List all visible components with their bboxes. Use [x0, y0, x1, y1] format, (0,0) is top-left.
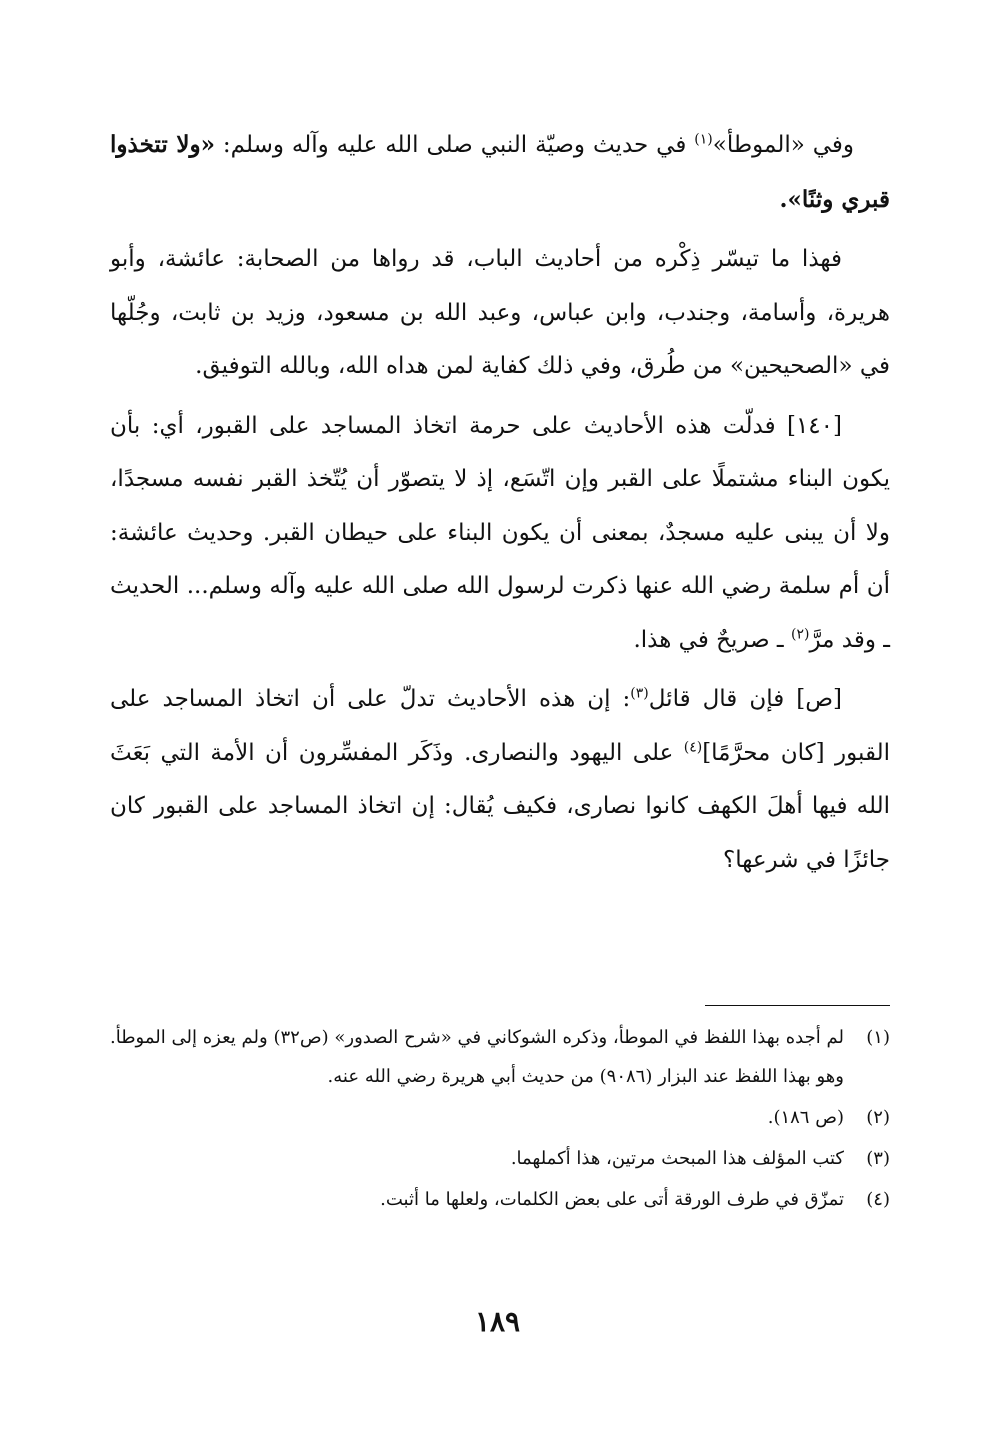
paragraph-3 — [110, 400, 890, 668]
paragraph-1-text-a: وفي «الموطأ» — [712, 132, 855, 158]
footnote-text: كتب المؤلف هذا المبحث مرتين، هذا أكملهما. — [510, 1148, 844, 1169]
paragraph-4 — [110, 673, 890, 887]
footnote-text: تمزّق في طرف الورقة أتى على بعض الكلمات، ولعلها ما أثبت. — [380, 1189, 844, 1210]
paragraph-4-text-c: على اليهود والنصارى. وذَكَر المفسِّرون أن الأمة التي بَعَثَ الله فيها أهلَ الكهف كانوا نصارى، فكيف يُقال: إن اتخاذ المساجد على القبور كان جائزًا في شرعها؟ — [110, 739, 890, 873]
footnote-ref-4[interactable]: (٤) — [683, 738, 703, 755]
footnote-2 — [110, 1098, 890, 1137]
paragraph-2 — [110, 233, 890, 394]
main-text — [110, 118, 890, 893]
paragraph-1 — [110, 118, 890, 227]
paragraph-4-text-a: [ص] فإن قال قائل — [648, 686, 842, 712]
footnote-ref-3[interactable]: (٣) — [630, 685, 649, 702]
footnote-divider — [705, 1005, 890, 1006]
footnote-4 — [110, 1180, 890, 1219]
footnote-number: (٤) — [866, 1189, 890, 1210]
paragraph-3-text-a: [١٤٠] فدلّت هذه الأحاديث على حرمة اتخاذ المساجد على القبور، أي: بأن يكون البناء مشتملًا على القبر وإن اتّسَع، إذ لا يتصوّر أن يُتّخذ القبر نفسه مسجدًا، ولا أن يبنى عليه مسجدٌ، بمعنى أن يكون البناء على حيطان القبر. وحديث عائشة: أن أم سلمة رضي الله عنها ذكرت لرسول الله صلى الله عليه وآله وسلم... الحديث ـ وقد مرَّ — [110, 412, 890, 653]
footnote-ref-1[interactable]: (١) — [694, 131, 713, 148]
page-number: ١٨٩ — [474, 1305, 521, 1338]
footnote-number: (٢) — [866, 1107, 890, 1128]
footnote-3 — [110, 1139, 890, 1178]
footnotes — [110, 1018, 890, 1221]
footnote-number: (٣) — [866, 1148, 890, 1169]
paragraph-1-text-b: في حديث وصيّة النبي صلى الله عليه وآله وسلم: — [215, 132, 695, 158]
hadith-quote: «ولا تتخذوا قبري وثنًا». — [110, 131, 890, 213]
paragraph-3-text-b: ـ صريحٌ في هذا. — [633, 626, 791, 653]
footnote-number: (١) — [866, 1027, 890, 1048]
footnote-1 — [110, 1018, 890, 1096]
paragraph-4-text-b: : إن هذه الأحاديث تدلّ على أن اتخاذ المساجد على القبور [كان محرَّمًا] — [110, 686, 890, 766]
paragraph-2-text: فهذا ما تيسّر ذِكْره من أحاديث الباب، قد رواها من الصحابة: عائشة، وأبو هريرة، وأسامة، وجندب، وابن عباس، وعبد الله بن مسعود، وزيد بن ثابت، وجُلّها في «الصحيحين» من طُرق، وفي ذلك كفاية لمن هداه الله، وبالله التوفيق. — [110, 246, 890, 379]
footnote-text: لم أجده بهذا اللفظ في الموطأ، وذكره الشوكاني في «شرح الصدور» (ص٣٢) ولم يعزه إلى الموطأ. وهو بهذا اللفظ عند البزار (٩٠٨٦) من حديث أبي هريرة رضي الله عنه. — [110, 1027, 844, 1087]
footnote-text: (ص ١٨٦). — [767, 1107, 844, 1128]
footnote-ref-2[interactable]: (٢) — [790, 625, 810, 642]
